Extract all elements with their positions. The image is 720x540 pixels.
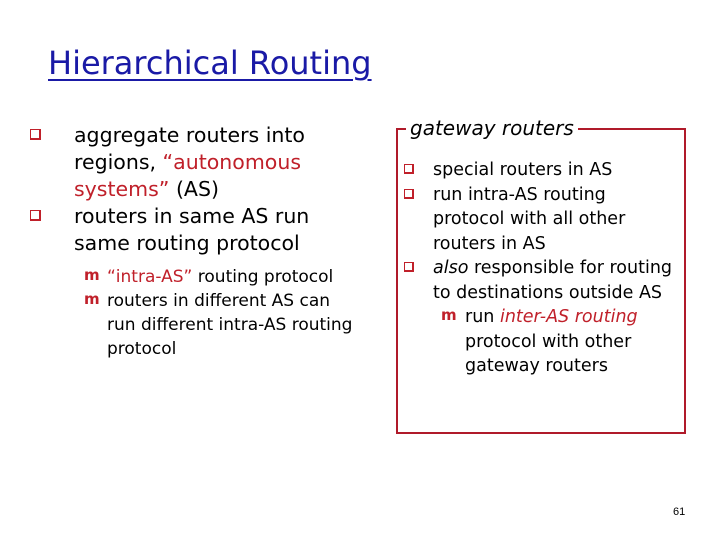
- left-bullet-1-text: aggregate routers into regions,: [74, 123, 305, 174]
- intra-as-text: “intra-AS”: [107, 267, 193, 287]
- left-sub-bullet-1: [30, 265, 360, 289]
- square-bullet-icon: [404, 262, 414, 272]
- gateway-list: [404, 158, 682, 379]
- left-bullet-1: [30, 122, 360, 203]
- gateway-sub-suffix: protocol with other gateway routers: [465, 331, 632, 376]
- left-sub-bullet-2-text: routers in different AS can run different intra-AS routing protocol: [107, 291, 353, 359]
- gateway-sub-prefix: run: [465, 307, 500, 327]
- gateway-bullet-2-text: run intra-AS routing protocol with all other routers in AS: [433, 184, 626, 254]
- gateway-bullet-2: [404, 183, 682, 257]
- gateway-bullet-3: [404, 256, 682, 305]
- also-text: also: [433, 258, 469, 278]
- page-number: 61: [673, 506, 686, 518]
- gateway-bullet-1: [404, 158, 682, 183]
- m-bullet-icon: m: [84, 290, 100, 308]
- gateway-heading: gateway routers: [406, 114, 578, 142]
- square-bullet-icon: [30, 210, 41, 221]
- gateway-bullet-3-text: responsible for routing to destinations outside AS: [433, 258, 673, 303]
- gateway-bullet-1-text: special routers in AS: [433, 160, 613, 180]
- left-bullet-2-text: routers in same AS run same routing protocol: [74, 204, 310, 255]
- square-bullet-icon: [404, 164, 414, 174]
- gateway-sub-bullet: [404, 305, 682, 379]
- square-bullet-icon: [404, 189, 414, 199]
- left-bullet-1-suffix: (AS): [169, 177, 219, 201]
- left-column: [30, 122, 360, 361]
- left-sub-bullet-2: [30, 289, 360, 361]
- autonomous-systems-text: “autonomous systems”: [74, 150, 302, 201]
- m-bullet-icon: m: [441, 306, 457, 324]
- m-bullet-icon: m: [84, 266, 100, 284]
- inter-as-routing-text: inter-AS routing: [499, 307, 638, 327]
- left-sub-bullet-1-suffix: routing protocol: [192, 267, 334, 287]
- square-bullet-icon: [30, 129, 41, 140]
- left-bullet-2: [30, 203, 360, 257]
- slide-title: Hierarchical Routing: [48, 44, 372, 82]
